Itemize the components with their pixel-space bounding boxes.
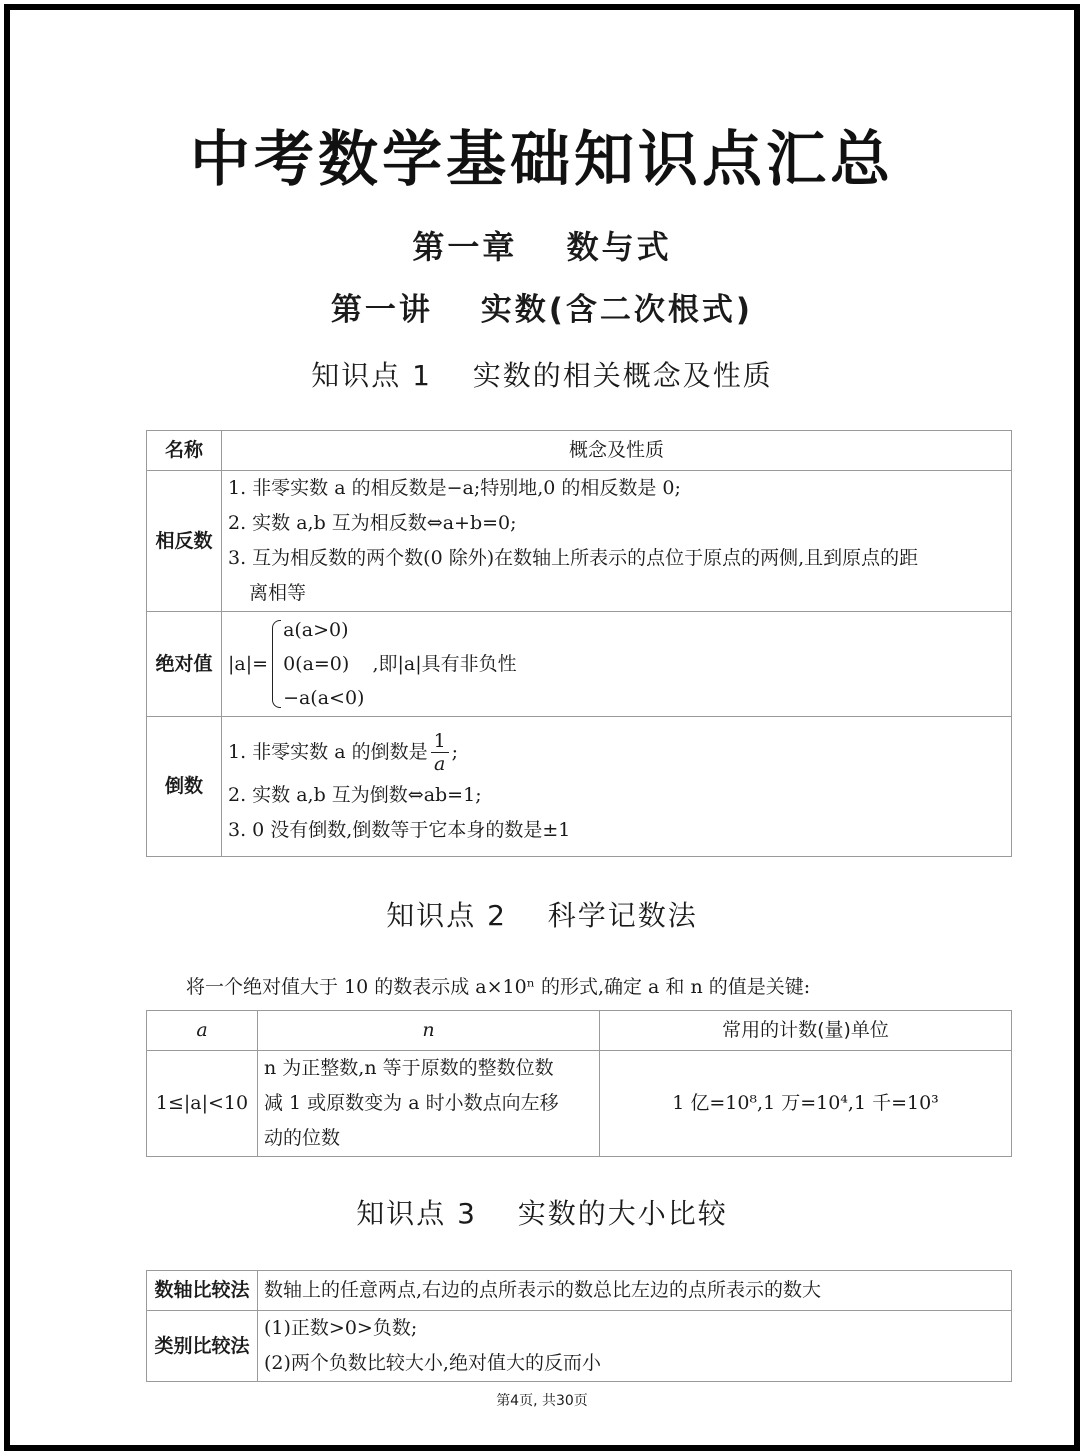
opposite-line1: 1. 非零实数 a 的相反数是−a;特别地,0 的相反数是 0;	[228, 477, 681, 499]
absolute-label: 绝对值	[147, 612, 222, 717]
brace-icon	[272, 620, 281, 708]
table-row-reciprocal	[147, 717, 1012, 857]
fraction-numerator: 1	[431, 730, 449, 753]
reciprocal-label: 倒数	[147, 717, 222, 857]
reciprocal-line1-suffix: ;	[451, 740, 459, 763]
table-row-absolute	[147, 612, 1012, 717]
lecture-heading: 第一讲 实数(含二次根式)	[330, 292, 754, 328]
opposite-line2: 2. 实数 a,b 互为相反数⇔a+b=0;	[228, 512, 517, 534]
opposite-line3b: 离相等	[249, 582, 307, 604]
page-frame	[4, 4, 1080, 1451]
fraction-denominator: a	[433, 753, 446, 775]
table-header-row	[147, 431, 1012, 471]
row1-label: 数轴比较法	[147, 1271, 258, 1311]
n-description	[258, 1051, 600, 1157]
table-row-opposite	[147, 471, 1012, 612]
kp1-heading: 知识点 1 实数的相关概念及性质	[311, 359, 773, 392]
absolute-case2: 0(a=0)	[283, 653, 350, 675]
reciprocal-line1-prefix: 1. 非零实数 a 的倒数是	[228, 740, 428, 763]
kp1-table	[146, 430, 1012, 857]
opposite-content	[222, 471, 1012, 612]
table-row-category	[147, 1311, 1012, 1382]
row1-text: 数轴上的任意两点,右边的点所表示的数总比左边的点所表示的数大	[258, 1271, 1012, 1311]
reciprocal-content	[222, 717, 1012, 857]
a-value: 1≤|a|<10	[147, 1051, 258, 1157]
reciprocal-line2: 2. 实数 a,b 互为倒数⇔ab=1;	[228, 783, 482, 806]
header-unit: 常用的计数(量)单位	[600, 1011, 1012, 1051]
chapter-heading: 第一章 数与式	[412, 228, 672, 266]
document-page	[10, 10, 1074, 1445]
kp3-table	[146, 1270, 1012, 1382]
absolute-prefix: |a|=	[228, 652, 269, 675]
table-header-row	[147, 1011, 1012, 1051]
row2-content	[258, 1311, 1012, 1382]
page-footer: 第4页, 共30页	[496, 1393, 588, 1409]
header-concept: 概念及性质	[222, 431, 1012, 471]
main-title: 中考数学基础知识点汇总	[190, 125, 894, 195]
kp2-heading: 知识点 2 科学记数法	[386, 899, 698, 932]
n-line3: 动的位数	[264, 1127, 341, 1149]
header-n: n	[258, 1011, 600, 1051]
n-line1: n 为正整数,n 等于原数的整数位数	[264, 1057, 554, 1079]
opposite-label: 相反数	[147, 471, 222, 612]
row2-line2: (2)两个负数比较大小,绝对值大的反而小	[264, 1352, 601, 1374]
reciprocal-line3: 3. 0 没有倒数,倒数等于它本身的数是±1	[228, 818, 571, 841]
n-line2: 减 1 或原数变为 a 时小数点向左移	[264, 1092, 559, 1114]
row2-line1: (1)正数>0>负数;	[264, 1317, 418, 1339]
kp2-table	[146, 1010, 1012, 1157]
opposite-line3a: 3. 互为相反数的两个数(0 除外)在数轴上所表示的点位于原点的两侧,且到原点的距	[228, 547, 919, 569]
absolute-case1: a(a>0)	[283, 619, 349, 641]
kp3-heading: 知识点 3 实数的大小比较	[356, 1197, 728, 1230]
header-a: a	[147, 1011, 258, 1051]
header-name: 名称	[147, 431, 222, 471]
row2-label: 类别比较法	[147, 1311, 258, 1382]
absolute-suffix: ,即|a|具有非负性	[372, 652, 517, 675]
reciprocal-line1	[228, 726, 1005, 778]
fraction	[431, 730, 449, 775]
absolute-content	[222, 612, 1012, 717]
table-row	[147, 1051, 1012, 1157]
units-value: 1 亿=10⁸,1 万=10⁴,1 千=10³	[600, 1051, 1012, 1157]
absolute-case3: −a(a<0)	[283, 687, 365, 709]
table-row-number-line	[147, 1271, 1012, 1311]
kp2-intro: 将一个绝对值大于 10 的数表示成 a×10ⁿ 的形式,确定 a 和 n 的值是关键:	[186, 976, 811, 998]
absolute-cases	[283, 613, 364, 715]
